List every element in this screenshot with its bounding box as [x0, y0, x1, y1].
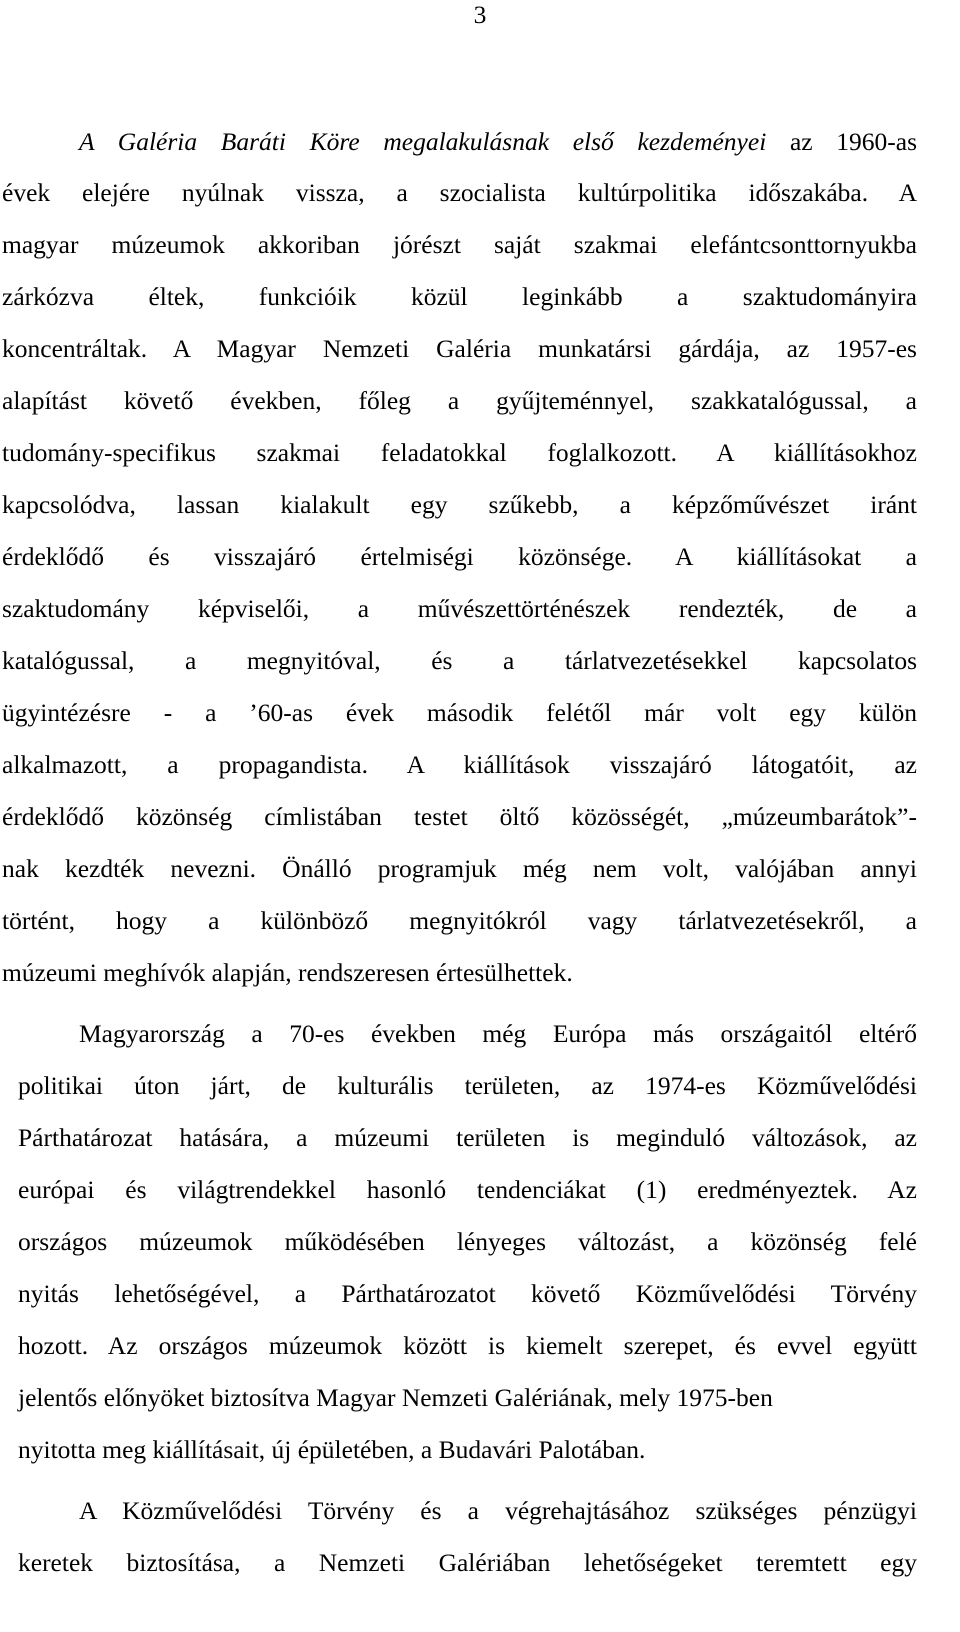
text-line: magyar múzeumok akkoriban jórészt saját szakmai elefántcsonttornyukba — [2, 230, 917, 259]
text-line: Magyarország a 70-es években még Európa más országaitól eltérő — [79, 1019, 917, 1048]
text-line: európai és világtrendekkel hasonló tendenciákat (1) eredményeztek. Az — [18, 1175, 917, 1204]
text-line: évek elejére nyúlnak vissza, a szocialista kultúrpolitika időszakába. A — [2, 178, 917, 207]
text-line: hozott. Az országos múzeumok között is kiemelt szerepet, és evvel együtt — [18, 1331, 917, 1360]
text-line: történt, hogy a különböző megnyitókról vagy tárlatvezetésekről, a — [2, 906, 917, 935]
text-line: Párthatározat hatására, a múzeumi területen is meginduló változások, az — [18, 1123, 917, 1152]
text-line: nyitotta meg kiállításait, új épületében, a Budavári Palotában. — [18, 1435, 646, 1464]
text-line: koncentráltak. A Magyar Nemzeti Galéria munkatársi gárdája, az 1957-es — [2, 334, 917, 363]
text-line: nyitás lehetőségével, a Párthatározatot követő Közművelődési Törvény — [18, 1279, 917, 1308]
text-line: kapcsolódva, lassan kialakult egy szűkebb, a képzőművészet iránt — [2, 490, 917, 519]
text-line: keretek biztosítása, a Nemzeti Galériában lehetőségeket teremtett egy — [18, 1548, 917, 1577]
text-line: alkalmazott, a propagandista. A kiállítások visszajáró látogatóit, az — [2, 750, 917, 779]
page-number: 3 — [473, 0, 487, 29]
text-line: politikai úton járt, de kulturális területen, az 1974-es Közművelődési — [18, 1071, 917, 1100]
text-line: érdeklődő és visszajáró értelmiségi közönsége. A kiállításokat a — [2, 542, 917, 571]
text-line: zárkózva éltek, funkcióik közül leginkább a szaktudományira — [2, 282, 917, 311]
emphasized-phrase: A Galéria Baráti Köre megalakulásnak első kezdeményei — [79, 127, 767, 156]
text-line: nak kezdték nevezni. Önálló programjuk még nem volt, valójában annyi — [2, 854, 917, 883]
text-line: érdeklődő közönség címlistában testet öltő közösségét, „múzeumbarátok”- — [2, 802, 917, 831]
text-line: katalógussal, a megnyitóval, és a tárlatvezetésekkel kapcsolatos — [2, 646, 917, 675]
text-line — [79, 127, 917, 157]
text-line: szaktudomány képviselői, a művészettörténészek rendezték, de a — [2, 594, 917, 623]
line-text: az 1960-as — [766, 127, 917, 156]
text-line: ügyintézésre - a ’60-as évek második felétől már volt egy külön — [2, 698, 917, 727]
text-line: országos múzeumok működésében lényeges változást, a közönség felé — [18, 1227, 917, 1256]
text-line: jelentős előnyöket biztosítva Magyar Nemzeti Galériának, mely 1975-ben — [18, 1383, 773, 1412]
text-line: múzeumi meghívók alapján, rendszeresen értesülhettek. — [2, 958, 573, 987]
text-line: A Közművelődési Törvény és a végrehajtásához szükséges pénzügyi — [79, 1496, 917, 1525]
text-line: alapítást követő években, főleg a gyűjteménnyel, szakkatalógussal, a — [2, 386, 917, 415]
text-line: tudomány-specifikus szakmai feladatokkal foglalkozott. A kiállításokhoz — [2, 438, 917, 467]
